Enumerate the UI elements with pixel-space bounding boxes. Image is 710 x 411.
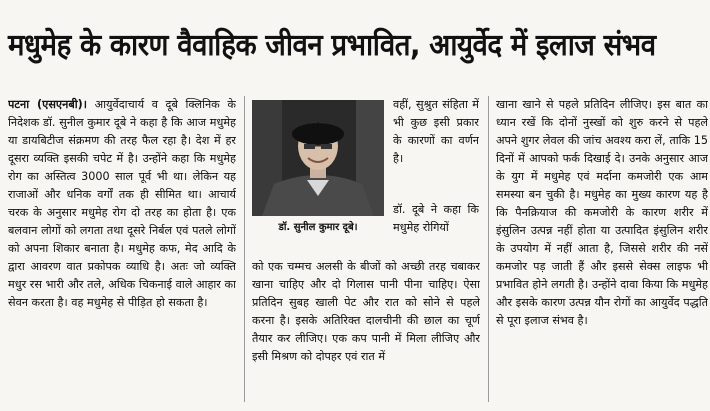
- article-column-3: [496, 96, 708, 402]
- column-2-top-text: वहीं, सुश्रुत संहिता में भी कुछ इसी प्रकार के कारणों का वर्णन है।: [393, 98, 479, 165]
- article-column-2-mid: [393, 201, 479, 257]
- column-divider: [244, 96, 245, 402]
- headline: मधुमेह के कारण वैवाहिक जीवन प्रभावित, आयुर्वेद में इलाज संभव: [8, 28, 656, 63]
- column-2-mid-text: डॉ. दूबे ने कहा कि मधुमेह रोगियों: [393, 203, 479, 234]
- column-2-bottom-text: को एक चम्मच अलसी के बीजों को अच्छी तरह चबाकर खाना चाहिए और दो गिलास पानी पीना चाहिए। ऐसा प्रतिदिन सुबह खाली पेट और रात को सोने से पहले करना है। इसके अतिरिक्त दालचीनी की छाल का चूर्ण तैयार कर लीजिए। एक कप पानी में मिला लीजिए और इसी मिश्रण को दोपहर एवं रात में: [252, 260, 480, 363]
- photo-caption: डॉ. सुनील कुमार दूबे।: [278, 222, 358, 233]
- person-photo-illustration: [252, 100, 384, 216]
- column-3-text: खाना खाने से पहले प्रतिदिन लीजिए। इस बात का ध्यान रखें कि दोनों नुस्खों को शुरु करने से पहले अपने शुगर लेवल की जांच अवश्य करा लें, ताकि 15 दिनों में आपको फर्क दिखाई दे। उनके अनुसार आज के युग में मधुमेह एवं मर्दाना कमजोरी एक आम समस्या बन चुकी है। मधुमेह का मुख्य कारण यह है कि पैनक्रियाज की कमजोरी के कारण शरीर में इंसुलिन उत्पन्न नहीं होता या उत्पादित इंसुलिन शरीर के उपयोग में नहीं आता है, जिससे शरीर की नसें कमजोर पड़ जाती हैं और इससे सेक्स लाइफ भी प्रभावित होने लगती है। उन्होंने दावा किया कि मधुमेह और इसके कारण उत्पन्न यौन रोगों का आयुर्वेद पद्धति से पूरा इलाज संभव है।: [496, 98, 708, 327]
- article-column-1: [8, 96, 236, 402]
- column-1-text: आयुर्वेदाचार्य व दूबे क्लिनिक के निदेशक डॉ. सुनील कुमार दूबे ने कहा है कि आज मधुमेह या डायबिटीज संक्रमण की तरह फैल रहा है। देश में हर दूसरा व्यक्ति इसकी चपेट में है। उन्होंने कहा कि मधुमेह रोग का अस्तित्व 3000 साल पूर्व भी था। लेकिन यह राजाओं और धनिक वर्गों तक ही सीमित था। आचार्य चरक के अनुसार मधुमेह रोग दो तरह का होता है। एक बलवान लोगों को लगता तथा दूसरे निर्बल एवं पतले लोगों को अपना शिकार बनाता है। मधुमेह कफ, मेद आदि के द्वारा आवरण वात प्रकोपक व्याधि है। अतः जो व्यक्ति मधुर रस भारी और तले, अधिक चिकनाई वाले आहार का सेवन करता है। वह मधुमेह से पीड़ित हो सकता है।: [8, 98, 236, 309]
- author-photo: [252, 100, 384, 216]
- article-column-2-bottom: [252, 258, 480, 402]
- dateline: पटना (एसएनबी)।: [8, 98, 87, 111]
- column-divider: [488, 96, 489, 402]
